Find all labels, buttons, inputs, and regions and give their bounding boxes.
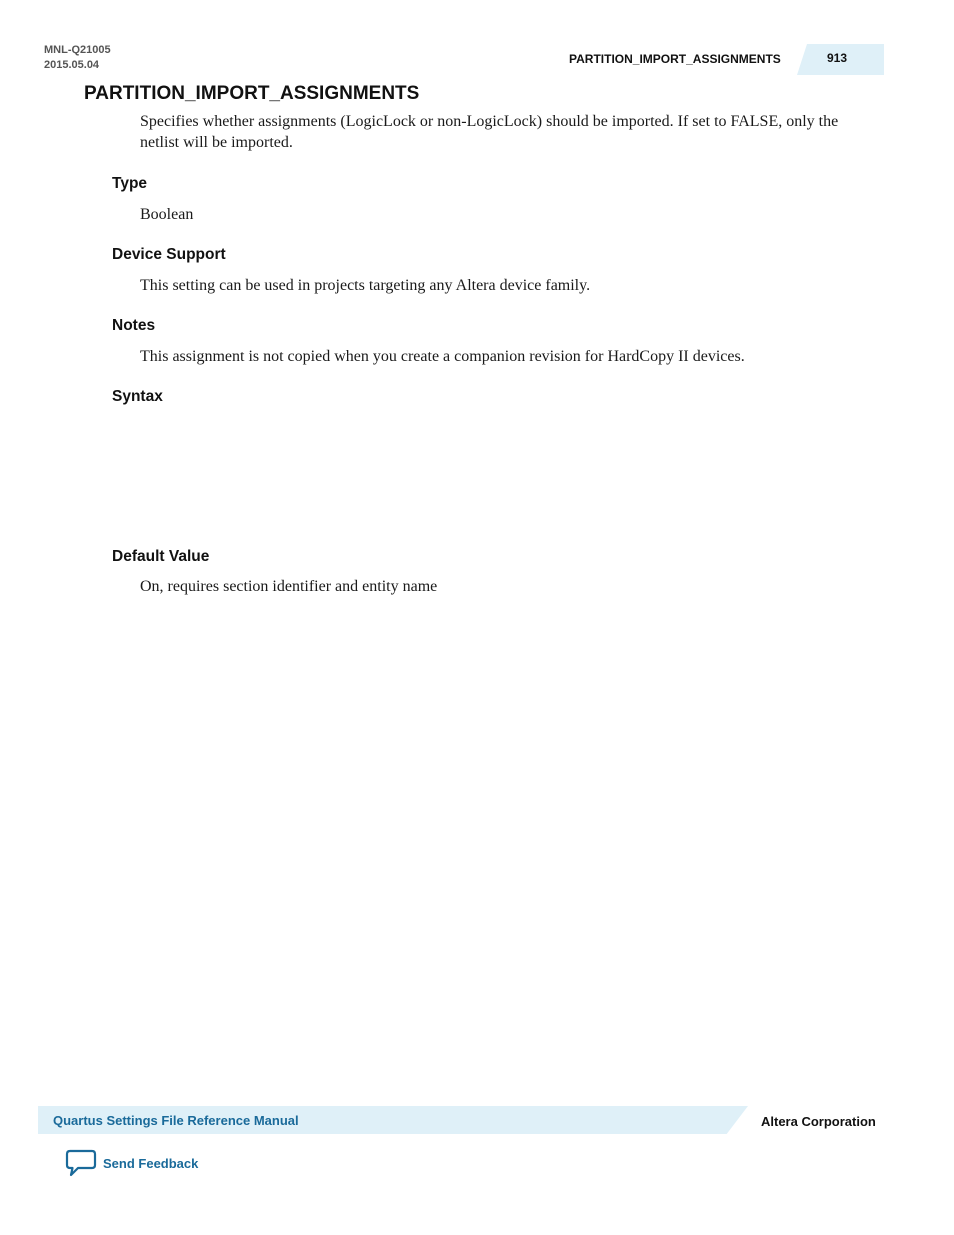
document-id: MNL-Q21005 [44,44,111,56]
notes-heading: Notes [112,317,156,334]
running-header-title: PARTITION_IMPORT_ASSIGNMENTS [569,52,781,66]
document-id-block [44,43,111,73]
syntax-heading: Syntax [112,388,163,405]
device-support-text: This setting can be used in projects targeting any Altera device family. [140,277,591,294]
default-value-text: On, requires section identifier and entity name [140,578,438,595]
device-support-heading: Device Support [112,246,226,263]
send-feedback-label: Send Feedback [103,1155,199,1171]
speech-bubble-icon [65,1148,97,1178]
company-name: Altera Corporation [761,1114,876,1129]
manual-title-link[interactable]: Quartus Settings File Reference Manual [53,1113,299,1128]
document-date: 2015.05.04 [44,59,100,71]
default-value-heading: Default Value [112,548,210,565]
notes-text: This assignment is not copied when you create a companion revision for HardCopy II devices. [140,348,745,365]
page-number: 913 [827,51,848,65]
page-title: PARTITION_IMPORT_ASSIGNMENTS [84,83,420,104]
type-heading: Type [112,175,148,192]
type-value: Boolean [140,206,194,223]
description-paragraph: Specifies whether assignments (LogicLock or non-LogicLock) should be imported. If set to FALSE, only the netlist will be imported. [140,113,839,151]
send-feedback-link[interactable] [65,1148,198,1178]
